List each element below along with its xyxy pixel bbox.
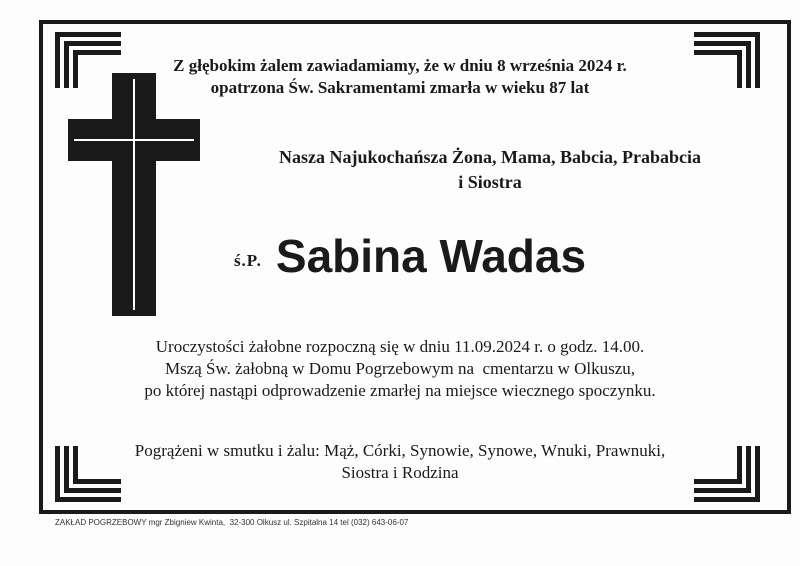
funeral-details (100, 336, 700, 402)
mourners-list (100, 440, 700, 484)
mourners-line-1: Pogrążeni w smutku i żalu: Mąż, Córki, Synowie, Synowe, Wnuki, Prawnuki, (134, 441, 666, 460)
top-right-corner-ornament (694, 32, 764, 92)
announcement-line-1: Z głębokim żalem zawiadamiamy, że w dniu 8 września 2024 r. (173, 56, 627, 75)
mourners-line-2: Siostra i Rodzina (341, 463, 459, 482)
relation-line-2: i Siostra (458, 172, 522, 192)
family-relation (205, 145, 775, 195)
name-prefix: ś.P. (233, 251, 262, 270)
relation-line-1: Nasza Najukochańsza Żona, Mama, Babcia, Prababcia (278, 147, 701, 167)
ceremony-line-1: Uroczystości żałobne rozpoczną się w dniu 11.09.2024 r. o godz. 14.00. (155, 337, 645, 356)
funeral-home-footer: ZAKŁAD POGRZEBOWY mgr Zbigniew Kwinta, 32-300 Olkusz ul. Szpitalna 14 tel (032) 643-06-07 (55, 518, 409, 527)
ceremony-line-2: Mszą Św. żałobną w Domu Pogrzebowym na cmentarzu w Olkuszu, (164, 359, 636, 378)
deceased-name-line (160, 229, 660, 283)
deceased-name: Sabina Wadas (275, 230, 587, 282)
announcement-line-2: opatrzona Św. Sakramentami zmarła w wieku 87 lat (210, 78, 590, 97)
bottom-right-corner-ornament (694, 442, 764, 502)
ceremony-line-3: po której nastąpi odprowadzenie zmarłej na miejsce wiecznego spoczynku. (144, 381, 656, 400)
death-announcement (130, 55, 670, 99)
